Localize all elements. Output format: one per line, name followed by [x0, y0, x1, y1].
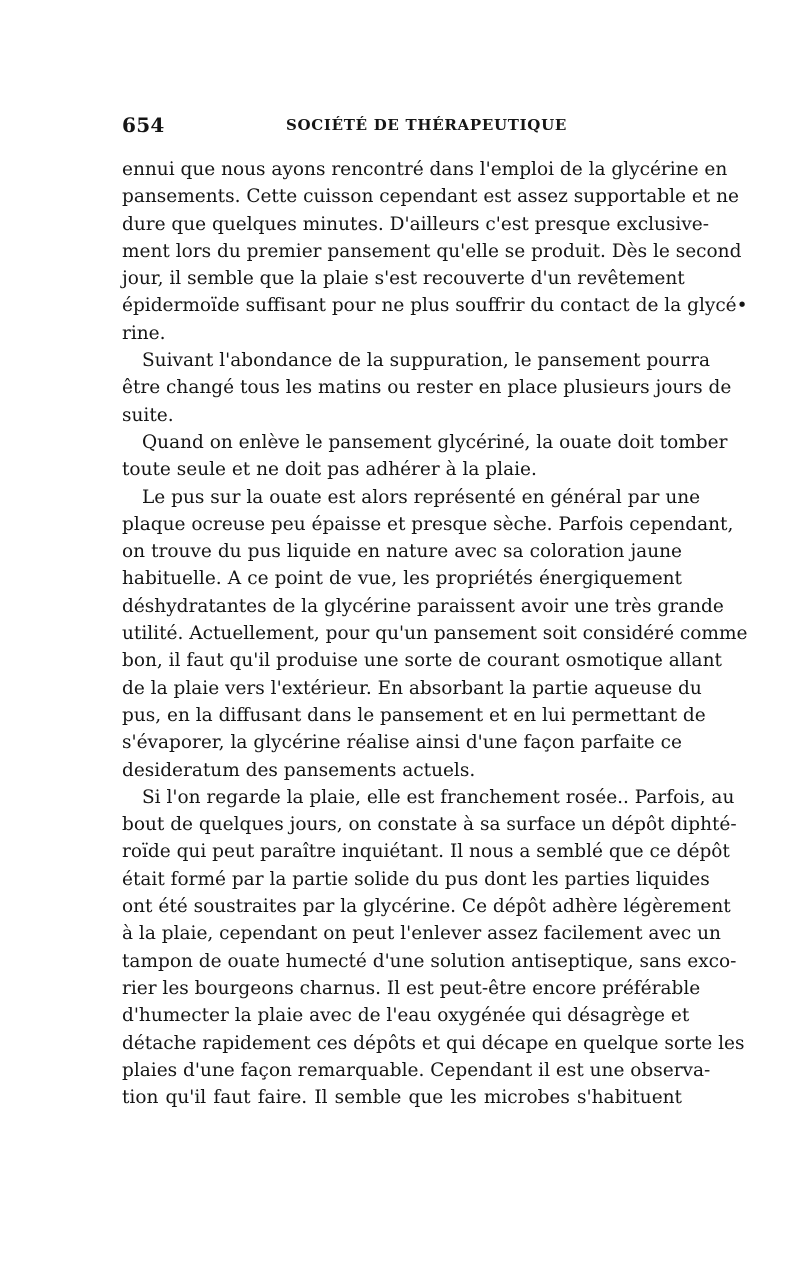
text-line: plaque ocreuse peu épaisse et presque sèche. Parfois cependant,	[122, 513, 734, 535]
text-line: bon, il faut qu'il produise une sorte de courant osmotique allant	[122, 650, 722, 672]
text-line: détache rapidement ces dépôts et qui décape en quelque sorte les	[122, 1032, 745, 1054]
body-text	[122, 156, 748, 1111]
journal-title: SOCIÉTÉ DE THÉRAPEUTIQUE	[286, 116, 567, 134]
text-line: dure que quelques minutes. D'ailleurs c'est presque exclusive-	[122, 213, 709, 235]
text-line: rine.	[122, 322, 166, 344]
text-line: tion qu'il faut faire. Il semble que les microbes s'habituent	[122, 1087, 682, 1109]
text-line: ont été soustraites par la glycérine. Ce dépôt adhère légèrement	[122, 896, 731, 918]
text-line: ment lors du premier pansement qu'elle se produit. Dès le second	[122, 240, 742, 262]
text-line: suite.	[122, 404, 174, 426]
text-line: rier les bourgeons charnus. Il est peut-être encore préférable	[122, 977, 701, 999]
text-line: toute seule et ne doit pas adhérer à la plaie.	[122, 459, 537, 481]
text-line: être changé tous les matins ou rester en place plusieurs jours de	[122, 377, 732, 399]
text-line: ennui que nous ayons rencontré dans l'emploi de la glycérine en	[122, 159, 728, 180]
text-line: tampon de ouate humecté d'une solution antiseptique, sans exco-	[122, 950, 737, 972]
text-line: pus, en la diffusant dans le pansement et en lui permettant de	[122, 704, 706, 726]
text-line: Le pus sur la ouate est alors représenté en général par une	[142, 486, 701, 508]
text-line: déshydratantes de la glycérine paraissent avoir une très grande	[122, 595, 724, 617]
text-line: Quand on enlève le pansement glycériné, la ouate doit tomber	[142, 431, 728, 453]
paragraph	[122, 347, 732, 429]
page-number: 654	[122, 113, 165, 137]
text-line: d'humecter la plaie avec de l'eau oxygénée qui désagrège et	[122, 1005, 690, 1027]
text-line: roïde qui peut paraître inquiétant. Il nous a semblé que ce dépôt	[122, 841, 730, 863]
text-line: s'évaporer, la glycérine réalise ainsi d'une façon parfaite ce	[122, 732, 682, 754]
text-line: plaies d'une façon remarquable. Cependant il est une observa-	[122, 1059, 711, 1081]
paragraph	[122, 484, 748, 784]
text-line: de la plaie vers l'extérieur. En absorbant la partie aqueuse du	[122, 677, 702, 699]
text-line: était formé par la partie solide du pus dont les parties liquides	[122, 868, 710, 890]
text-line: jour, il semble que la plaie s'est recouverte d'un revêtement	[122, 268, 685, 290]
text-line: pansements. Cette cuisson cependant est assez supportable et ne	[122, 186, 739, 208]
text-line: habituelle. A ce point de vue, les propriétés énergiquement	[122, 568, 682, 590]
text-line: utilité. Actuellement, pour qu'un pansement soit considéré comme	[122, 623, 748, 645]
text-line: épidermoïde suffisant pour ne plus souffrir du contact de la glycé•	[122, 295, 748, 317]
text-line: bout de quelques jours, on constate à sa surface un dépôt diphté-	[122, 814, 737, 836]
paragraph	[122, 156, 748, 347]
text-line: desideratum des pansements actuels.	[122, 759, 476, 781]
text-line: à la plaie, cependant on peut l'enlever assez facilement avec un	[122, 923, 721, 945]
text-line: Suivant l'abondance de la suppuration, le pansement pourra	[142, 350, 710, 372]
paragraph	[122, 429, 728, 484]
text-line: Si l'on regarde la plaie, elle est franchement rosée.. Parfois, au	[142, 786, 735, 808]
text-line: on trouve du pus liquide en nature avec sa coloration jaune	[122, 541, 682, 563]
running-head	[122, 113, 682, 139]
paragraph	[122, 784, 745, 1112]
